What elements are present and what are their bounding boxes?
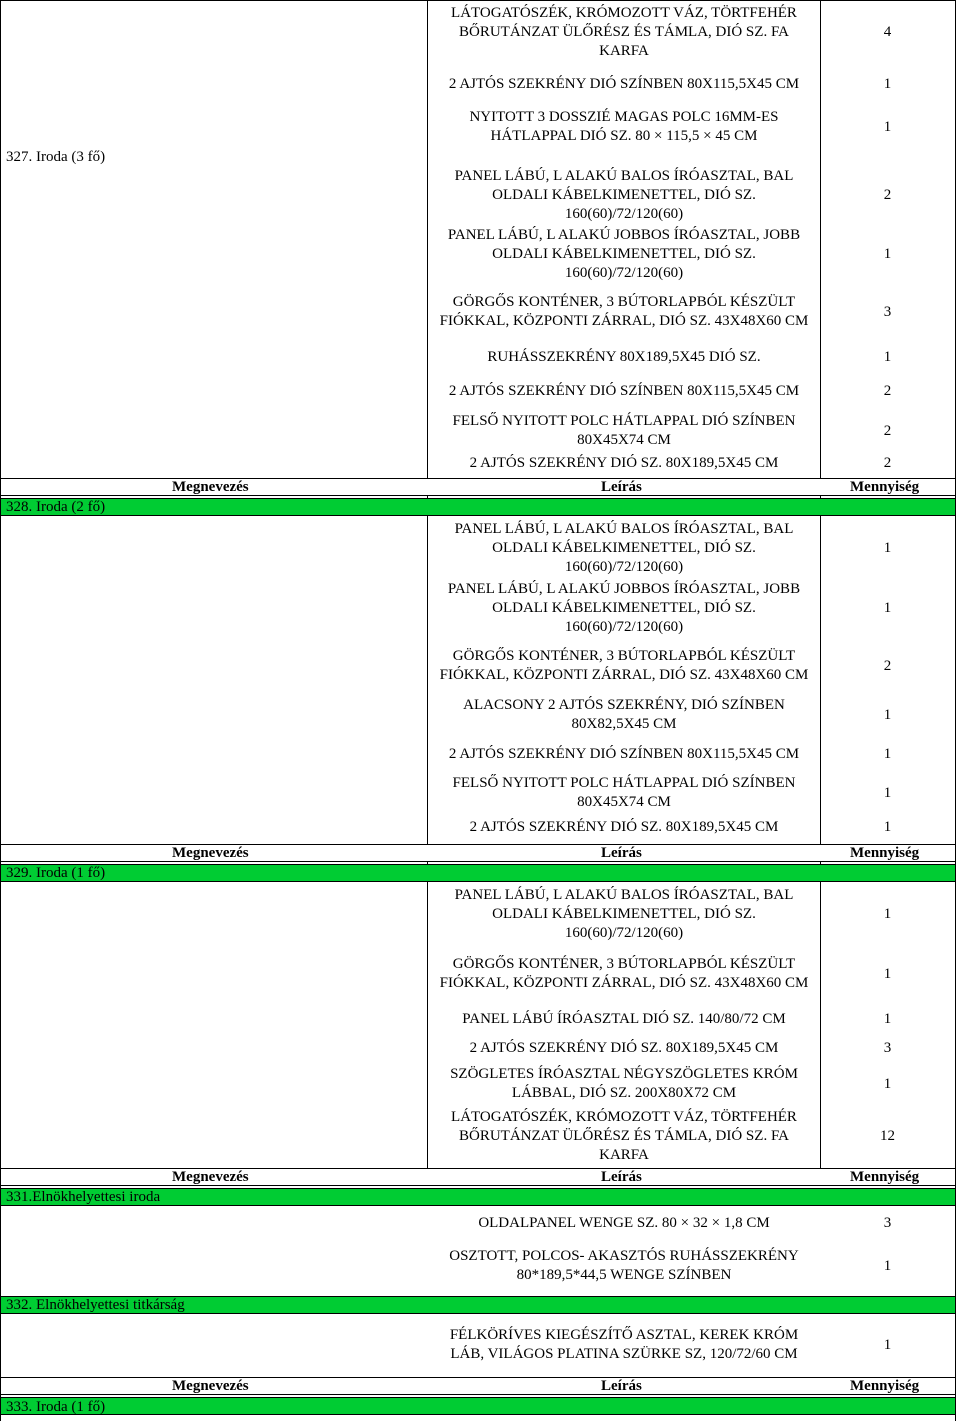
item-quantity: 1 [883, 965, 892, 982]
item-description: GÖRGŐS KONTÉNER, 3 BÚTORLAPBÓL KÉSZÜLT FIÓKKAL, KÖZPONTI ZÁRRAL, DIÓ SZ. 43X48X60 CM [439, 294, 809, 329]
item-description: 2 AJTÓS SZEKRÉNY DIÓ SZ. 80X189,5X45 CM [469, 818, 779, 835]
room-label: 327. Iroda (3 fő) [6, 149, 106, 165]
table-border-left [0, 0, 1, 1168]
table-border-top [0, 0, 956, 1]
item-quantity: 1 [883, 784, 892, 801]
item-description: FELSŐ NYITOTT POLC HÁTLAPPAL DIÓ SZÍNBEN 80X45X74 CM [452, 775, 796, 810]
item-quantity: 2 [883, 657, 892, 674]
item-description: GÖRGŐS KONTÉNER, 3 BÚTORLAPBÓL KÉSZÜLT FIÓKKAL, KÖZPONTI ZÁRRAL, DIÓ SZ. 43X48X60 CM [439, 956, 809, 991]
column-header-row [0, 1377, 956, 1395]
item-description: 2 AJTÓS SZEKRÉNY DIÓ SZÍNBEN 80X115,5X45 CM [448, 745, 800, 762]
header-description: Leírás [601, 1378, 642, 1394]
item-quantity: 2 [883, 454, 892, 471]
item-description: RUHÁSSZEKRÉNY 80X189,5X45 DIÓ SZ. [487, 348, 761, 365]
header-description: Leírás [601, 1169, 642, 1185]
item-description: LÁTOGATÓSZÉK, KRÓMOZOTT VÁZ, TÖRTFEHÉR BŐRUTÁNZAT ÜLŐRÉSZ ÉS TÁMLA, DIÓ SZ. FA KARFA [451, 1108, 797, 1163]
item-description: OSZTOTT, POLCOS- AKASZTÓS RUHÁSSZEKRÉNY 80*189,5*44,5 WENGE SZÍNBEN [449, 1248, 799, 1283]
item-description: 2 AJTÓS SZEKRÉNY DIÓ SZ. 80X189,5X45 CM [469, 454, 779, 471]
item-quantity: 1 [883, 1010, 892, 1027]
header-name: Megnevezés [172, 1169, 249, 1185]
item-description: OLDALPANEL WENGE SZ. 80 × 32 × 1,8 CM [478, 1214, 770, 1231]
item-description: PANEL LÁBÚ, L ALAKÚ JOBBOS ÍRÓASZTAL, JOBB OLDALI KÁBELKIMENETTEL, DIÓ SZ. 160(60)/72/120(60) [447, 580, 801, 635]
item-quantity: 1 [883, 818, 892, 835]
item-description: PANEL LÁBÚ, L ALAKÚ BALOS ÍRÓASZTAL, BAL OLDALI KÁBELKIMENETTEL, DIÓ SZ. 160(60)/72/120(60) [454, 167, 794, 222]
column-header-row [0, 844, 956, 862]
header-quantity: Mennyiség [850, 479, 920, 495]
item-quantity: 2 [883, 186, 892, 203]
item-quantity: 1 [883, 118, 892, 135]
header-quantity: Mennyiség [850, 1169, 920, 1185]
item-quantity: 1 [883, 1336, 892, 1353]
header-name: Megnevezés [172, 479, 249, 495]
header-name: Megnevezés [172, 1378, 249, 1394]
item-quantity: 3 [883, 1039, 892, 1056]
header-description: Leírás [601, 845, 642, 861]
item-quantity: 1 [883, 599, 892, 616]
item-description: PANEL LÁBÚ, L ALAKÚ BALOS ÍRÓASZTAL, BAL OLDALI KÁBELKIMENETTEL, DIÓ SZ. 160(60)/72/120(60) [454, 520, 794, 575]
item-description: NYITOTT 3 DOSSZIÉ MAGAS POLC 16MM-ES HÁTLAPPAL DIÓ SZ. 80 × 115,5 × 45 CM [469, 109, 779, 144]
item-description: PANEL LÁBÚ ÍRÓASZTAL DIÓ SZ. 140/80/72 CM [462, 1010, 786, 1027]
item-quantity: 1 [883, 1075, 892, 1092]
item-quantity: 1 [883, 745, 892, 762]
room-label: 333. Iroda (1 fő) [6, 1399, 106, 1415]
item-description: 2 AJTÓS SZEKRÉNY DIÓ SZ. 80X189,5X45 CM [469, 1039, 779, 1056]
item-description: ALACSONY 2 AJTÓS SZEKRÉNY, DIÓ SZÍNBEN 80X82,5X45 CM [463, 697, 785, 732]
room-label: 329. Iroda (1 fő) [6, 865, 106, 881]
item-description: GÖRGŐS KONTÉNER, 3 BÚTORLAPBÓL KÉSZÜLT FIÓKKAL, KÖZPONTI ZÁRRAL, DIÓ SZ. 43X48X60 CM [439, 648, 809, 683]
item-quantity: 1 [883, 905, 892, 922]
item-description: PANEL LÁBÚ, L ALAKÚ JOBBOS ÍRÓASZTAL, JOBB OLDALI KÁBELKIMENETTEL, DIÓ SZ. 160(60)/72/120(60) [447, 226, 801, 281]
room-label: 328. Iroda (2 fő) [6, 499, 106, 515]
column-header-row [0, 1168, 956, 1186]
item-description: SZÖGLETES ÍRÓASZTAL NÉGYSZÖGLETES KRÓM LÁBBAL, DIÓ SZ. 200X80X72 CM [450, 1066, 798, 1101]
item-description: FÉLKÖRÍVES KIEGÉSZÍTŐ ASZTAL, KEREK KRÓM LÁB, VILÁGOS PLATINA SZÜRKE SZ, 120/72/60 CM [449, 1327, 799, 1362]
table-border-right [955, 0, 956, 1168]
item-description: FELSŐ NYITOTT POLC HÁTLAPPAL DIÓ SZÍNBEN 80X45X74 CM [452, 413, 796, 448]
item-quantity: 4 [883, 24, 892, 40]
item-quantity: 1 [883, 1257, 892, 1274]
item-quantity: 12 [880, 1127, 895, 1144]
item-quantity: 1 [883, 706, 892, 723]
item-description: 2 AJTÓS SZEKRÉNY DIÓ SZÍNBEN 80X115,5X45 CM [448, 75, 800, 92]
item-description: LÁTOGATÓSZÉK, KRÓMOZOTT VÁZ, TÖRTFEHÉR BŐRUTÁNZAT ÜLŐRÉSZ ÉS TÁMLA, DIÓ SZ. FA KARFA [451, 5, 797, 59]
room-label: 332. Elnökhelyettesi titkárság [6, 1297, 185, 1313]
header-description: Leírás [601, 479, 642, 495]
item-quantity: 1 [883, 245, 892, 262]
header-quantity: Mennyiség [850, 845, 920, 861]
item-description: PANEL LÁBÚ, L ALAKÚ BALOS ÍRÓASZTAL, BAL OLDALI KÁBELKIMENETTEL, DIÓ SZ. 160(60)/72/120(60) [454, 886, 794, 941]
header-quantity: Mennyiség [850, 1378, 920, 1394]
room-label: 331.Elnökhelyettesi iroda [6, 1189, 161, 1205]
item-quantity: 3 [883, 303, 892, 320]
item-quantity: 3 [883, 1214, 892, 1231]
item-quantity: 2 [883, 382, 892, 399]
item-quantity: 1 [883, 75, 892, 92]
column-header-row [0, 478, 956, 496]
header-name: Megnevezés [172, 845, 249, 861]
item-description: 2 AJTÓS SZEKRÉNY DIÓ SZÍNBEN 80X115,5X45 CM [448, 382, 800, 399]
item-quantity: 2 [883, 422, 892, 439]
item-quantity: 1 [883, 539, 892, 556]
item-quantity: 1 [883, 348, 892, 365]
